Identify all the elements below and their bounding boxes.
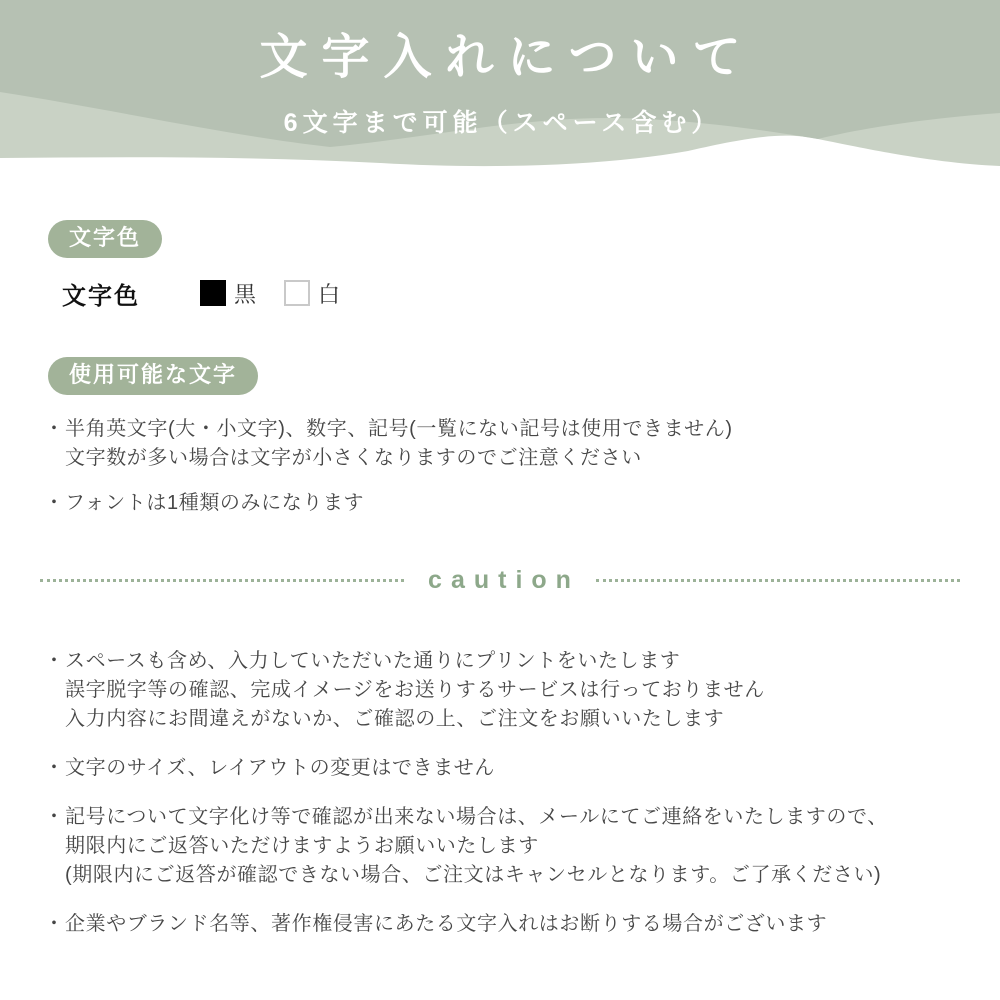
bullet-text	[65, 415, 733, 473]
list-item	[44, 647, 1000, 734]
bullet-line: 半角英文字(大・小文字)、数字、記号(一覧にない記号は使用できません)	[65, 418, 733, 440]
list-item	[44, 910, 1000, 939]
bullet-line: 文字のサイズ、レイアウトの変更はできません	[65, 757, 495, 779]
bullet-icon: ・	[44, 913, 64, 935]
text-color-badge: 文字色	[48, 220, 162, 258]
bullet-line: 企業やブランド名等、著作権侵害にあたる文字入れはお断りする場合がございます	[65, 913, 828, 935]
bullet-line: 文字数が多い場合は文字が小さくなりますのでご注意ください	[65, 447, 642, 469]
bullet-text	[65, 647, 765, 734]
bullet-line: 記号について文字化け等で確認が出来ない場合は、メールにてご連絡をいたしますので、	[65, 806, 888, 828]
header-text-block	[0, 0, 1000, 139]
color-option-black-label: 黒	[234, 281, 257, 307]
bullet-line: 期限内にご返答いただけますようお願いいたします	[65, 835, 539, 857]
bullet-icon: ・	[44, 418, 64, 440]
color-option-white-label: 白	[318, 281, 341, 307]
text-color-options-row	[62, 278, 1000, 308]
black-swatch-icon	[200, 280, 226, 306]
dotted-line-right	[596, 579, 960, 582]
bullet-icon: ・	[44, 650, 64, 672]
white-swatch-icon	[284, 280, 310, 306]
caution-bullet-list	[44, 647, 1000, 939]
bullet-icon: ・	[44, 492, 64, 514]
caution-label: caution	[428, 565, 580, 594]
text-color-row-label: 文字色	[62, 282, 140, 310]
page-title: 文字入れについて	[259, 31, 755, 84]
bullet-text	[65, 910, 827, 939]
bullet-line: (期限内にご返答が確認できない場合、ご注文はキャンセルとなります。ご了承ください)	[65, 864, 882, 886]
text-color-section-header	[48, 220, 1000, 258]
bullet-line: スペースも含め、入力していただいた通りにプリントをいたします	[65, 650, 681, 672]
caution-divider	[40, 565, 960, 594]
list-item	[44, 754, 1000, 783]
bullet-line: 入力内容にお間違えがないか、ご確認の上、ご注文をお願いいたします	[65, 708, 725, 730]
bullet-icon: ・	[44, 757, 64, 779]
page-subtitle: 6文字まで可能（スペース含む）	[283, 109, 722, 137]
list-item	[44, 415, 1000, 473]
color-option-black	[200, 278, 256, 309]
color-option-white	[284, 278, 340, 309]
bullet-text	[65, 754, 495, 783]
bullet-line: 誤字脱字等の確認、完成イメージをお送りするサービスは行っておりません	[65, 679, 765, 701]
usable-chars-section-header	[48, 357, 1000, 395]
bullet-icon: ・	[44, 806, 64, 828]
bullet-text	[65, 489, 364, 518]
usable-chars-bullet-list	[44, 415, 1000, 518]
list-item	[44, 489, 1000, 518]
page-header	[0, 0, 1000, 210]
usable-chars-badge: 使用可能な文字	[48, 357, 258, 395]
bullet-line: フォントは1種類のみになります	[65, 492, 365, 514]
dotted-line-left	[40, 579, 404, 582]
list-item	[44, 803, 1000, 890]
bullet-text	[65, 803, 888, 890]
